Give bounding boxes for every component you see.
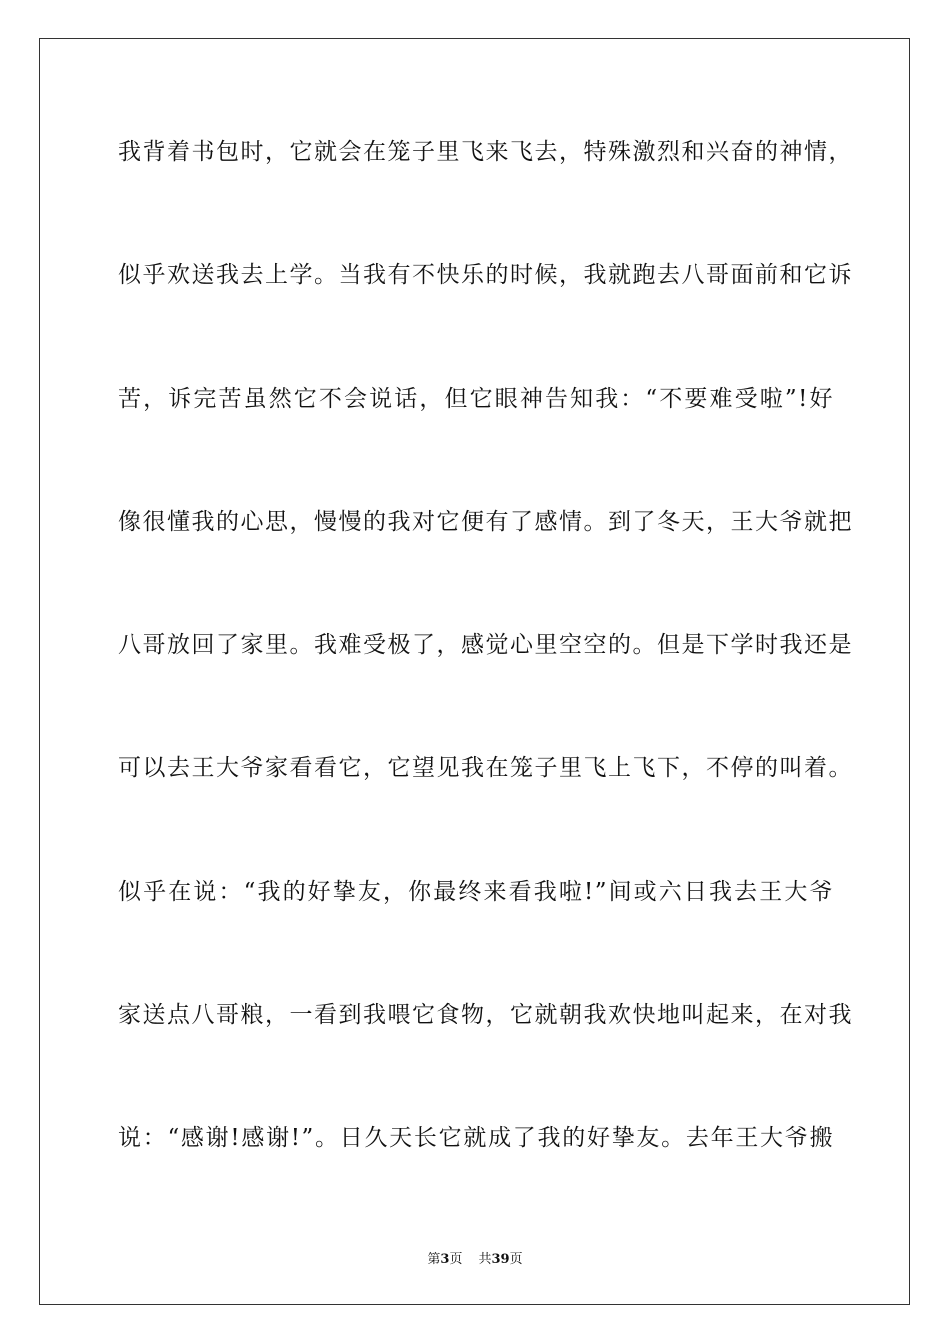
text-line: 说：“感谢!感谢!”。日久天长它就成了我的好挚友。去年王大爷搬 — [118, 1125, 834, 1152]
page-number: 3 — [440, 1252, 450, 1267]
page-prefix: 第 — [427, 1252, 441, 1267]
text-line: 苦，诉完苦虽然它不会说话，但它眼神告知我：“不要难受啦”!好 — [118, 385, 834, 412]
page-suffix: 页 — [449, 1252, 463, 1267]
total-prefix: 共 — [478, 1252, 492, 1267]
page-footer — [0, 1248, 950, 1267]
text-line: 似乎欢送我去上学。当我有不快乐的时候，我就跑去八哥面前和它诉 — [118, 262, 853, 289]
text-line: 家送点八哥粮，一看到我喂它食物，它就朝我欢快地叫起来，在对我 — [118, 1002, 853, 1029]
text-line: 八哥放回了家里。我难受极了，感觉心里空空的。但是下学时我还是 — [118, 632, 853, 659]
text-line: 我背着书包时，它就会在笼子里飞来飞去，特殊激烈和兴奋的神情， — [118, 139, 853, 165]
text-line: 像很懂我的心思，慢慢的我对它便有了感情。到了冬天，王大爷就把 — [118, 508, 853, 535]
body-text — [118, 132, 853, 1242]
text-line: 似乎在说：“我的好挚友，你最终来看我啦!”间或六日我去王大爷 — [118, 878, 834, 905]
total-pages: 39 — [491, 1252, 510, 1267]
text-line: 可以去王大爷家看看它，它望见我在笼子里飞上飞下，不停的叫着。 — [118, 755, 853, 782]
total-suffix: 页 — [509, 1252, 523, 1267]
